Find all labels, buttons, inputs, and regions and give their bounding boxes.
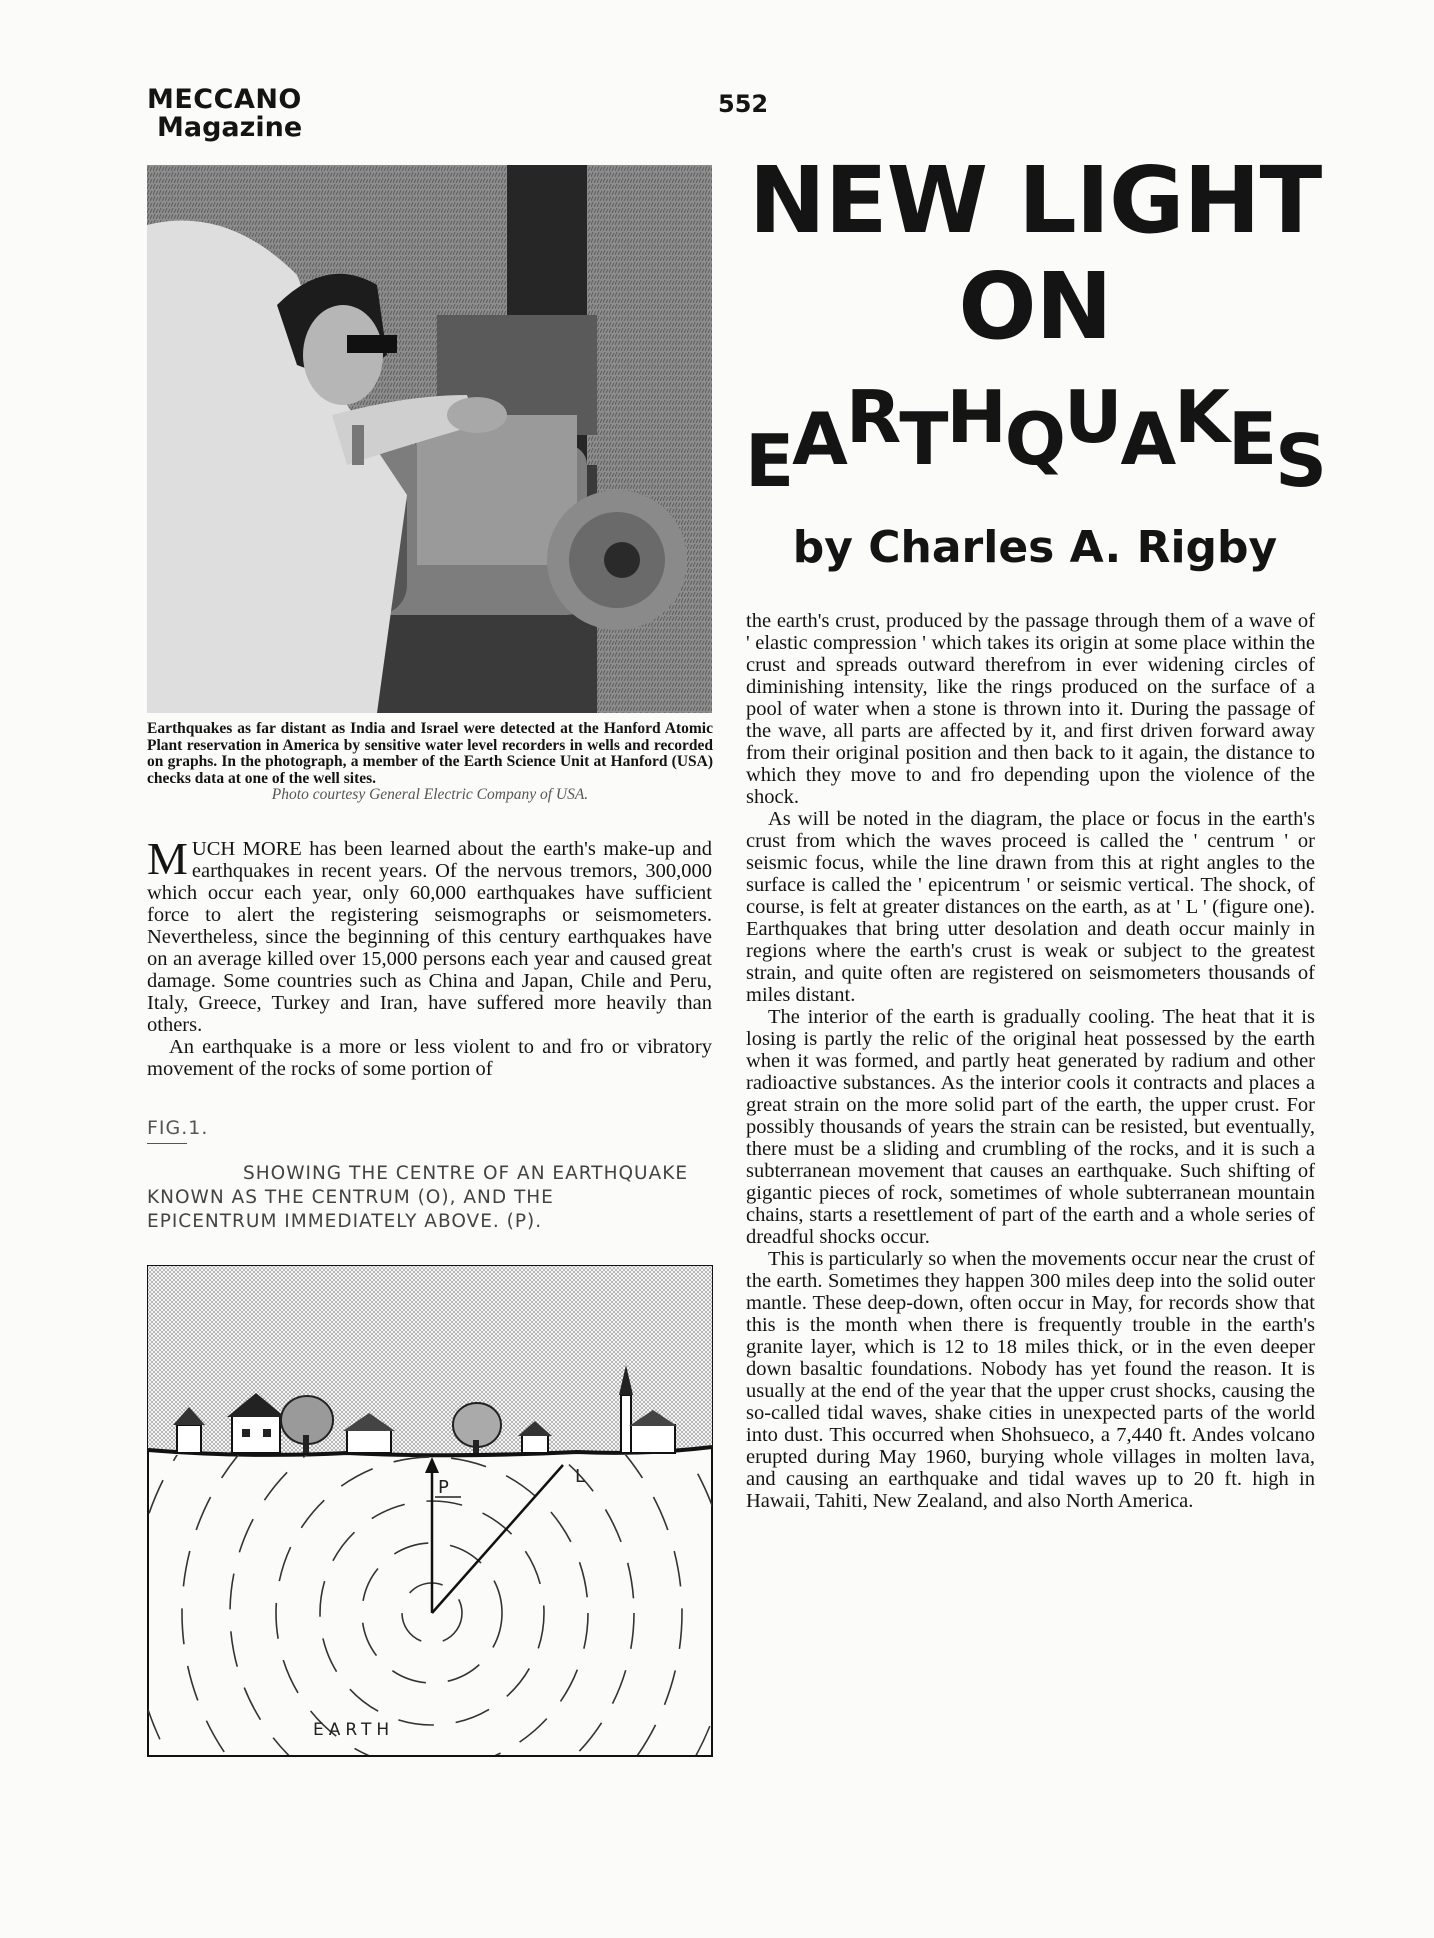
byline: by Charles A. Rigby <box>792 522 1278 573</box>
headline-letter: A <box>792 397 846 481</box>
headline-line2: ON <box>958 253 1112 360</box>
paragraph: This is particularly so when the movements occur near the crust of the earth. Sometimes they happen 300 miles deep into the solid outer mantle. These deep-down, often occur in May, for records show that this is the month when there is frequently trouble in the earth's granite layer, which is 12 to 18 miles thick, or in the even deeper down basaltic foundations. Nobody has yet found the reason. It is usually at the end of the year that the upper crust shocks, causing the so-called tidal waves, shake cities in unexpected parts of the world into dust. This occurred when Shohsueco, a 7,440 ft. Andes volcano erupted during May 1960, burying whole villages in molten lava, and causing an earthquake and tidal waves up to 20 ft. high in Hawaii, Tahiti, New Zealand, and also North America. <box>746 1248 1315 1512</box>
headline-letter: S <box>1275 419 1326 503</box>
headline-line3 <box>735 375 1335 503</box>
photo-caption <box>147 721 713 804</box>
photo-caption-text: Earthquakes as far distant as India and Israel were detected at the Hanford Atomic Plant reservation in America by sensitive water level recorders in wells and recorded on graphs. In the photograph, a member of the Earth Science Unit at Hanford (USA) checks data at one of the well sites. <box>147 720 713 787</box>
paragraph: The interior of the earth is gradually cooling. The heat that it is losing is partly the relic of the original heat possessed by the earth when it was formed, and partly heat generated by radium and other radioactive substances. As the interior cools it contracts and places a great strain on the more solid part of the earth, the upper crust. For possibly thousands of years the strain can be resisted, but eventually, there must be a sliding and crumbling of the rocks, and it is such a subterranean movement that causes an earthquake. Such shifting of gigantic pieces of rock, sometimes of whole subterranean mountain chains, starts a resettlement of part of the earth and a whole series of dreadful shocks occur. <box>746 1006 1315 1248</box>
paragraph <box>147 833 712 1036</box>
headline-letter: Q <box>1004 397 1064 481</box>
paragraph-text: UCH MORE has been learned about the earth's make-up and earthquakes in recent years. Of the nervous tremors, 300,000 which occur each year, only 60,000 earthquakes have sufficient force to alert the registering seismographs or seismometers. Nevertheless, since the beginning of this century earthquakes have on an average killed over 15,000 persons each year and caused great damage. Some countries such as China and Japan, Chile and Peru, Italy, Greece, Turkey and Iran, have suffered more heavily than others. <box>147 838 712 1036</box>
figure-caption-line: KNOWN AS THE CENTRUM (O), AND THE <box>147 1187 554 1208</box>
headline-letter: U <box>1063 375 1121 459</box>
page-number: 552 <box>718 90 769 118</box>
article-right-column <box>746 610 1315 1512</box>
paragraph: An earthquake is a more or less violent to and fro or vibratory movement of the rocks of some portion of <box>147 1036 712 1080</box>
headline-line1: NEW LIGHT <box>748 147 1322 254</box>
headline-letter: T <box>899 397 947 481</box>
paragraph: As will be noted in the diagram, the place or focus in the earth's crust from which the waves proceed is called the ' centrum ' or seismic focus, while the line drawn from this at right angles to the surface is called the ' epicentrum ' or seismic vertical. The shock, of course, is felt at greater distances on the earth, as at ' L ' (figure one). Earthquakes that bring utter desolation and death occur mainly in regions where the earth's crust is weak or subject to the greatest strain, and quite often are registered on seismometers thousands of miles distant. <box>746 808 1315 1006</box>
masthead-line1: MECCANO <box>147 84 302 115</box>
paragraph: the earth's crust, produced by the passage through them of a wave of ' elastic compression ' which takes its origin at some place within the crust and spreads outward therefrom in ever widening circles of diminishing intensity, like the rings produced on the surface of a pool of water when a stone is thrown into it. During the passage of the wave, all parts are affected by it, and first driven forward away from their original position and then back to it again, the distance to which they move to and fro depending upon the violence of the shock. <box>746 610 1315 808</box>
earth-label: EARTH <box>313 1720 395 1740</box>
figure-caption <box>147 1162 725 1234</box>
photo-credit: Photo courtesy General Electric Company of USA. <box>271 786 589 803</box>
figure-caption-line: SHOWING THE CENTRE OF AN EARTHQUAKE <box>243 1163 689 1184</box>
headline-letter: K <box>1174 375 1228 459</box>
marker-p: P <box>438 1477 449 1498</box>
magazine-masthead <box>147 86 302 143</box>
marker-l: L <box>575 1466 586 1487</box>
headline-letter: R <box>845 375 900 459</box>
headline-letter: H <box>946 375 1005 459</box>
figure-caption-line: EPICENTRUM IMMEDIATELY ABOVE. (P). <box>147 1211 543 1232</box>
earthquake-diagram <box>147 1265 713 1757</box>
figure-label: FIG.1. <box>147 1117 209 1139</box>
figure-label-underline <box>147 1143 187 1144</box>
masthead-line2: Magazine <box>157 112 303 144</box>
headline-letter: E <box>1227 397 1276 481</box>
drop-cap: M <box>147 833 188 884</box>
article-headline <box>735 147 1335 503</box>
photo-seismograph-operator <box>147 165 712 713</box>
headline-letter: A <box>1120 397 1175 481</box>
headline-letter: E <box>744 419 793 503</box>
article-left-column <box>147 833 712 1080</box>
